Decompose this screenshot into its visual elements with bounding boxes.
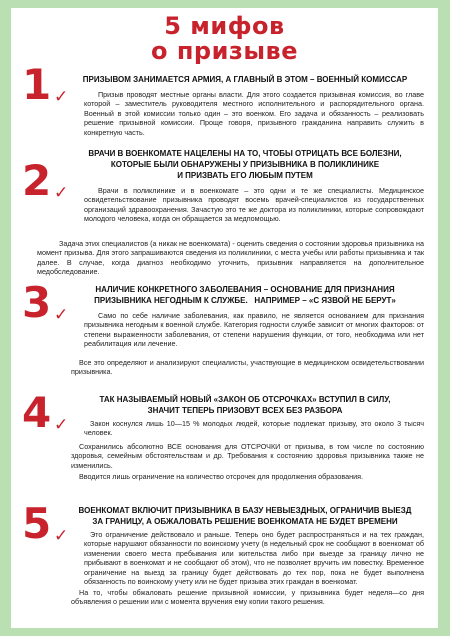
- checkmark-icon: ✓: [54, 305, 69, 324]
- myth-3-heading-line-1: НАЛИЧИЕ КОНКРЕТНОГО ЗАБОЛЕВАНИЯ – ОСНОВАНИЕ ДЛЯ ПРИЗНАНИЯ: [95, 285, 395, 294]
- myth-4-heading-line-2: ЗНАЧИТ ТЕПЕРЬ ПРИЗОВУТ ВСЕХ БЕЗ РАЗБОРА: [147, 406, 343, 415]
- myth-4-heading-line-1: ТАК НАЗЫВАЕМЫЙ НОВЫЙ «ЗАКОН ОБ ОТСРОЧКАХ» ВСТУПИЛ В СИЛУ,: [99, 395, 391, 404]
- myth-1-heading: [69, 74, 421, 85]
- myth-4-paragraph-3: Вводится лишь ограничение на количество отсрочек для продолжения образования.: [79, 472, 364, 481]
- myth-3-heading-line-2: ПРИЗЫВНИКА НЕГОДНЫМ К СЛУЖБЕ. НАПРИМЕР – «С ЯЗВОЙ НЕ БЕРУТ»: [94, 296, 396, 305]
- myth-2-heading-line-2: КОТОРЫЕ БЫЛИ ОБНАРУЖЕНЫ У ПРИЗЫВНИКА В ПОЛИКЛИНИКЕ: [110, 160, 380, 169]
- checkmark-icon: ✓: [54, 415, 69, 434]
- myth-4-number: 4: [22, 388, 52, 437]
- myth-4-paragraph-1: Закон коснулся лишь 10—15 % молодых людей, которые подлежат призыву, это около 3 тысяч человек.: [84, 419, 424, 438]
- page-title-line1: 5 мифов: [164, 12, 285, 40]
- myth-4-heading: [69, 394, 421, 416]
- page-title-line2: о призыве: [150, 37, 299, 65]
- checkmark-icon: ✓: [54, 87, 69, 106]
- myth-4-paragraph-2: Сохранились абсолютно ВСЕ основания для ОТСРОЧКИ от призыва, в том числе по состоянию здоровья, семейным обстоятельствам и др. Требования к состоянию здоровья призывника также не изменились.: [71, 442, 424, 470]
- myth-2-heading-line-1: ВРАЧИ В ВОЕНКОМАТЕ НАЦЕЛЕНЫ НА ТО, ЧТОБЫ ОТРИЦАТЬ ВСЕ БОЛЕЗНИ,: [88, 149, 402, 158]
- myth-1-number: 1: [22, 60, 52, 109]
- myth-5-number: 5: [22, 499, 52, 548]
- checkmark-icon: ✓: [54, 183, 69, 202]
- myth-3-paragraph-1: Само по себе наличие заболевания, как правило, не является основанием для признания призывника негодным к военной службе. Категория годности службе зависит от многих факторов: от степени выраженности заболевания, от степени нарушения функции, от того, необходима или нет реабилитация или лечение.: [84, 311, 424, 349]
- myth-2-heading-line-3: И ПРИЗВАТЬ ЕГО ЛЮБЫМ ПУТЕМ: [177, 171, 313, 180]
- myth-2-paragraph-2: Задача этих специалистов (а никак не военкомата) - оценить сведения о состоянии здоровья призывника на момент призыва. Для этого запрашиваются сведения из поликлиники, с места учебы или работы призывника и так далее. В случае, когда диагноз необходимо уточнить, призывник направляется на дополнительное медобследование.: [37, 239, 424, 277]
- myth-3-paragraph-2: Все это определяют и анализируют специалисты, участвующие в медицинском освидетельствовании призывника.: [71, 358, 424, 377]
- myth-5-heading-line-1: ВОЕНКОМАТ ВКЛЮЧИТ ПРИЗЫВНИКА В БАЗУ НЕВЫЕЗДНЫХ, ОГРАНИЧИВ ВЫЕЗД: [78, 506, 412, 515]
- myth-2-paragraph-1: Врачи в поликлинике и в военкомате – это одни и те же специалисты. Медицинское освидетельствование призывника проводят восемь врачей-специалистов из государственных организаций здравоохранения. Зачастую это те же доктора из поликлиники, которые сопровождают молодого человека, когда он обращается за медпомощью.: [84, 186, 424, 224]
- myth-2-heading: [69, 148, 421, 181]
- myth-3-heading: [69, 284, 421, 306]
- poster-sheet: [11, 8, 438, 628]
- myth-2-number: 2: [22, 156, 52, 205]
- myth-5-paragraph-1: Это ограничение действовало и раньше. Теперь оно будет распространяться и на тех граждан, которые нарушают обязанности по воинскому учету (в недельный срок не сообщают в военкомат об изменении своего места пребывания или жительства либо при выезде за границу лично не прибывают в военкомат и не сообщают об этом), что не позволяет вручить им повестку. Временное ограничение на выезд за границу будет действовать до тех пор, пока не будет выполнена обязанность по воинскому учету или не будет призыва этих граждан в военкомат.: [84, 530, 424, 587]
- myth-3-number: 3: [22, 278, 52, 327]
- checkmark-icon: ✓: [54, 526, 69, 545]
- myth-5-paragraph-2: На то, чтобы обжаловать решение призывной комиссии, у призывника будет неделя—со дня объявления о решении или с момента вручения ему копии такого решения.: [71, 588, 424, 607]
- myth-1-paragraph-1: Призыв проводят местные органы власти. Для этого создается призывная комиссия, во главе которой – заместитель руководителя местного исполнительного и распорядительного органа. Военный в этой комиссии только один – это военком. Его задача и обязанность – реализовать решение призывной комиссии. Проще говоря, призывного гражданина направить служить в конкретную часть.: [84, 90, 424, 137]
- myth-5-heading-line-2: ЗА ГРАНИЦУ, А ОБЖАЛОВАТЬ РЕШЕНИЕ ВОЕНКОМАТА НЕ БУДЕТ ВРЕМЕНИ: [92, 517, 398, 526]
- myth-1-heading-line: ПРИЗЫВОМ ЗАНИМАЕТСЯ АРМИЯ, А ГЛАВНЫЙ В ЭТОМ – ВОЕННЫЙ КОМИССАР: [82, 75, 408, 84]
- myth-5-heading: [69, 505, 421, 527]
